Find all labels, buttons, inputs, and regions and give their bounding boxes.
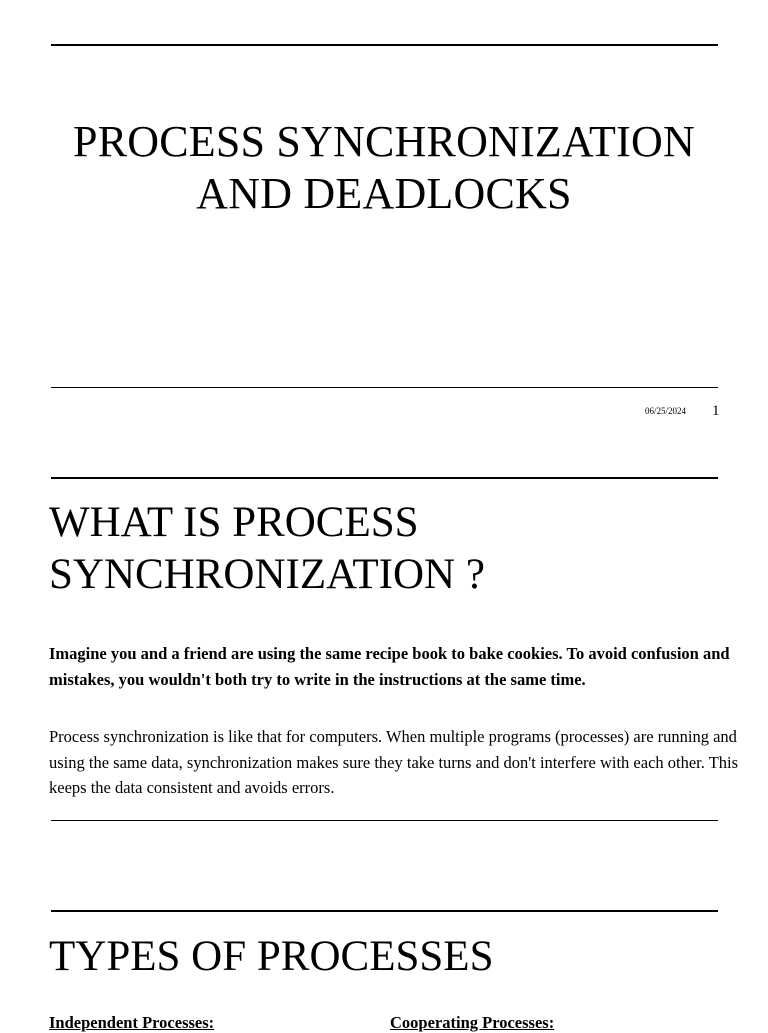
page-title: PROCESS SYNCHRONIZATION AND DEADLOCKS — [73, 117, 695, 218]
footer-divider — [51, 387, 718, 388]
page-number: 1 — [712, 403, 720, 419]
section-title: TYPES OF PROCESSES — [49, 933, 494, 980]
slide-date: 06/25/2024 — [644, 406, 686, 416]
section-divider-top — [51, 910, 718, 912]
column-heading-left: Independent Processes: — [49, 1013, 215, 1032]
section-divider-top — [51, 477, 718, 479]
section-title: WHAT IS PROCESS SYNCHRONIZATION ? — [49, 499, 485, 598]
body-paragraph: Process synchronization is like that for computers. When multiple programs (processes) are running and using the same data, synchronization makes sure they take turns and don't interfere with each other. This keeps the data consistent and avoids errors. — [49, 727, 739, 797]
top-divider — [51, 44, 718, 46]
column-heading-right: Cooperating Processes: — [390, 1013, 555, 1032]
section-divider-bottom — [51, 820, 718, 821]
intro-paragraph: Imagine you and a friend are using the same recipe book to bake cookies. To avoid confusion and mistakes, you wouldn't both try to write in the instructions at the same time. — [49, 644, 730, 689]
